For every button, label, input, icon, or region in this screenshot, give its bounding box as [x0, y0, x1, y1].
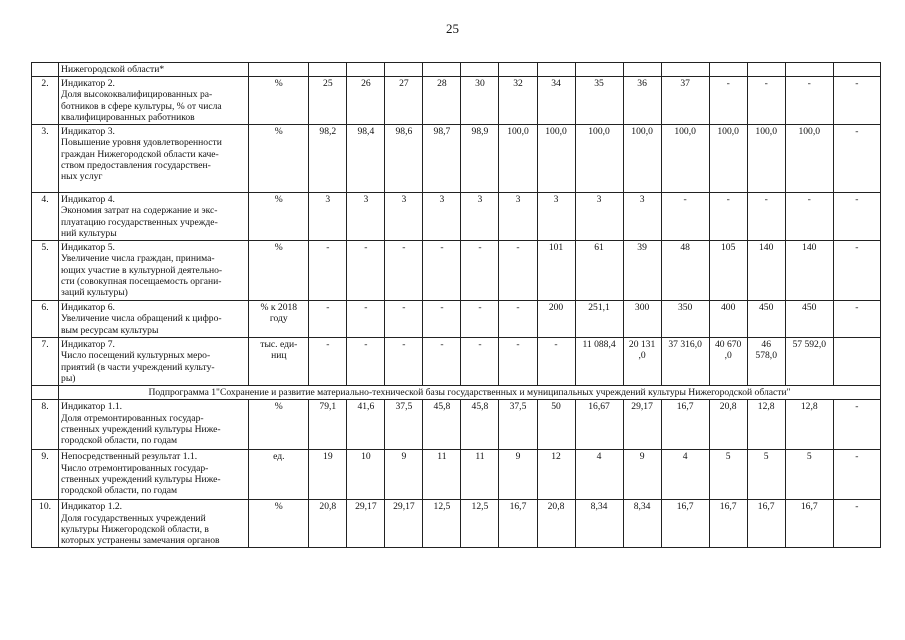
value-cell: 9 [499, 450, 537, 500]
value-cell: 34 [537, 77, 575, 125]
value-cell: 37,5 [385, 400, 423, 450]
value-cell: 29,17 [623, 400, 661, 450]
table-row [32, 450, 881, 500]
value-cell: 29,17 [347, 500, 385, 548]
value-cell: 100,0 [709, 125, 747, 193]
table-row [32, 241, 881, 301]
continuation-label: Нижегородской области* [59, 63, 249, 77]
value-cell: 41,6 [347, 400, 385, 450]
value-cell: - [309, 338, 347, 386]
value-cell: - [461, 301, 499, 338]
value-cell: 20,8 [537, 500, 575, 548]
value-cell: 98,4 [347, 125, 385, 193]
value-cell: - [385, 338, 423, 386]
value-cell: 98,9 [461, 125, 499, 193]
unit-cell: тыс. еди- ниц [249, 338, 309, 386]
value-cell: 61 [575, 241, 623, 301]
value-cell: 3 [499, 193, 537, 241]
value-cell: 98,2 [309, 125, 347, 193]
indicator-name: Индикатор 4. Экономия затрат на содержание и экс- плуатацию государственных учрежде- ний культуры [59, 193, 249, 241]
value-cell: - [385, 241, 423, 301]
value-cell: 20,8 [309, 500, 347, 548]
value-cell: - [747, 77, 785, 125]
value-cell: - [833, 301, 880, 338]
value-cell: 140 [785, 241, 833, 301]
value-cell: - [833, 400, 880, 450]
value-cell: 100,0 [499, 125, 537, 193]
table-row [32, 77, 881, 125]
value-cell: - [747, 193, 785, 241]
unit-cell: % к 2018 году [249, 301, 309, 338]
value-cell: - [423, 301, 461, 338]
table-row [32, 338, 881, 386]
table-row [32, 500, 881, 548]
value-cell: 36 [623, 77, 661, 125]
value-cell [833, 338, 880, 386]
value-cell: - [537, 338, 575, 386]
value-cell: 39 [623, 241, 661, 301]
indicator-name: Индикатор 6. Увеличение числа обращений к цифро- вым ресурсам культуры [59, 301, 249, 338]
value-cell: 16,7 [499, 500, 537, 548]
indicator-name: Непосредственный результат 1.1. Число отремонтированных государ- ственных учреждений культуры Ниже- городской области, по годам [59, 450, 249, 500]
value-cell: 5 [785, 450, 833, 500]
value-cell: 16,7 [709, 500, 747, 548]
row-number: 8. [32, 400, 59, 450]
value-cell: 400 [709, 301, 747, 338]
value-cell: 100,0 [785, 125, 833, 193]
value-cell: 16,7 [661, 500, 709, 548]
value-cell: 20 131 ,0 [623, 338, 661, 386]
value-cell: - [833, 450, 880, 500]
value-cell: 57 592,0 [785, 338, 833, 386]
subprogram-title: Подпрограмма 1"Сохранение и развитие материально-технической базы государственных и муниципальных учреждений культуры Нижегородской области" [59, 386, 881, 400]
value-cell: - [499, 338, 537, 386]
value-cell: 3 [423, 193, 461, 241]
value-cell: 100,0 [623, 125, 661, 193]
indicator-name: Индикатор 2. Доля высококвалифицированных ра- ботников в сфере культуры, % от числа квалифицированных работников [59, 77, 249, 125]
value-cell: 48 [661, 241, 709, 301]
value-cell: 37 [661, 77, 709, 125]
value-cell: 105 [709, 241, 747, 301]
table-row [32, 193, 881, 241]
value-cell: 9 [623, 450, 661, 500]
value-cell: 450 [747, 301, 785, 338]
value-cell: - [833, 193, 880, 241]
page-number: 25 [446, 21, 459, 36]
value-cell: 8,34 [575, 500, 623, 548]
value-cell: 4 [661, 450, 709, 500]
value-cell: - [499, 301, 537, 338]
unit-cell: ед. [249, 450, 309, 500]
value-cell: 29,17 [385, 500, 423, 548]
value-cell: - [833, 77, 880, 125]
value-cell: - [309, 241, 347, 301]
value-cell: 3 [347, 193, 385, 241]
value-cell: 300 [623, 301, 661, 338]
value-cell: - [833, 500, 880, 548]
unit-cell: % [249, 241, 309, 301]
row-number: 7. [32, 338, 59, 386]
value-cell: 8,34 [623, 500, 661, 548]
value-cell: - [499, 241, 537, 301]
value-cell: 26 [347, 77, 385, 125]
table-row [32, 400, 881, 450]
value-cell: 19 [309, 450, 347, 500]
value-cell: 11 [423, 450, 461, 500]
value-cell: 100,0 [661, 125, 709, 193]
value-cell: 28 [423, 77, 461, 125]
row-number: 5. [32, 241, 59, 301]
indicator-name: Индикатор 7. Число посещений культурных меро- приятий (в части учреждений культу- ры) [59, 338, 249, 386]
value-cell: - [833, 241, 880, 301]
value-cell: 350 [661, 301, 709, 338]
indicator-name: Индикатор 5. Увеличение числа граждан, принима- ющих участие в культурной деятельно- сти (совокупная посещаемость органи- заций культуры) [59, 241, 249, 301]
value-cell: 9 [385, 450, 423, 500]
value-cell: - [785, 77, 833, 125]
row-number: 3. [32, 125, 59, 193]
value-cell: 3 [461, 193, 499, 241]
value-cell: - [461, 241, 499, 301]
row-number [32, 63, 59, 77]
indicator-name: Индикатор 1.1. Доля отремонтированных государ- ственных учреждений культуры Ниже- городской области, по годам [59, 400, 249, 450]
row-number: 2. [32, 77, 59, 125]
value-cell: 10 [347, 450, 385, 500]
value-cell: 12 [537, 450, 575, 500]
value-cell: 27 [385, 77, 423, 125]
value-cell: 251,1 [575, 301, 623, 338]
value-cell: 12,5 [461, 500, 499, 548]
unit-cell: % [249, 125, 309, 193]
value-cell: 100,0 [747, 125, 785, 193]
value-cell: 98,6 [385, 125, 423, 193]
value-cell: 20,8 [709, 400, 747, 450]
value-cell: 45,8 [423, 400, 461, 450]
row-number: 9. [32, 450, 59, 500]
value-cell: 12,5 [423, 500, 461, 548]
value-cell: 37,5 [499, 400, 537, 450]
value-cell: 11 088,4 [575, 338, 623, 386]
value-cell: - [461, 338, 499, 386]
value-cell: 5 [747, 450, 785, 500]
value-cell: 25 [309, 77, 347, 125]
value-cell: 101 [537, 241, 575, 301]
indicator-name: Индикатор 3. Повышение уровня удовлетворенности граждан Нижегородской области каче- ством предоставления государствен- ных услуг [59, 125, 249, 193]
value-cell: 100,0 [537, 125, 575, 193]
value-cell: 12,8 [747, 400, 785, 450]
value-cell: 16,67 [575, 400, 623, 450]
value-cell: - [385, 301, 423, 338]
value-cell: 79,1 [309, 400, 347, 450]
value-cell: - [423, 338, 461, 386]
value-cell: 16,7 [785, 500, 833, 548]
value-cell: 46 578,0 [747, 338, 785, 386]
value-cell: 98,7 [423, 125, 461, 193]
row-number: 10. [32, 500, 59, 548]
table-row [32, 301, 881, 338]
value-cell: - [785, 193, 833, 241]
subprogram-row [32, 386, 881, 400]
value-cell: 450 [785, 301, 833, 338]
unit-cell: % [249, 400, 309, 450]
value-cell: - [347, 301, 385, 338]
value-cell: 16,7 [747, 500, 785, 548]
value-cell: - [309, 301, 347, 338]
value-cell: 30 [461, 77, 499, 125]
value-cell: - [347, 241, 385, 301]
unit-cell: % [249, 500, 309, 548]
value-cell: 3 [575, 193, 623, 241]
table-row [32, 125, 881, 193]
value-cell: 3 [385, 193, 423, 241]
value-cell: - [347, 338, 385, 386]
value-cell: 16,7 [661, 400, 709, 450]
indicators-table [31, 62, 881, 548]
value-cell: - [423, 241, 461, 301]
unit-cell: % [249, 77, 309, 125]
indicator-name: Индикатор 1.2. Доля государственных учреждений культуры Нижегородской области, в которых устранены замечания органов [59, 500, 249, 548]
row-number: 4. [32, 193, 59, 241]
value-cell: 3 [537, 193, 575, 241]
value-cell: 4 [575, 450, 623, 500]
value-cell: 12,8 [785, 400, 833, 450]
value-cell: 3 [623, 193, 661, 241]
value-cell: 5 [709, 450, 747, 500]
value-cell: 11 [461, 450, 499, 500]
value-cell: 35 [575, 77, 623, 125]
value-cell: 200 [537, 301, 575, 338]
row-number: 6. [32, 301, 59, 338]
value-cell: 3 [309, 193, 347, 241]
value-cell: - [661, 193, 709, 241]
table-row [32, 63, 881, 77]
value-cell: - [833, 125, 880, 193]
value-cell: 100,0 [575, 125, 623, 193]
value-cell: 32 [499, 77, 537, 125]
unit-cell: % [249, 193, 309, 241]
value-cell: 40 670 ,0 [709, 338, 747, 386]
value-cell: 45,8 [461, 400, 499, 450]
value-cell: 140 [747, 241, 785, 301]
value-cell: 50 [537, 400, 575, 450]
value-cell: - [709, 193, 747, 241]
value-cell: - [709, 77, 747, 125]
value-cell: 37 316,0 [661, 338, 709, 386]
